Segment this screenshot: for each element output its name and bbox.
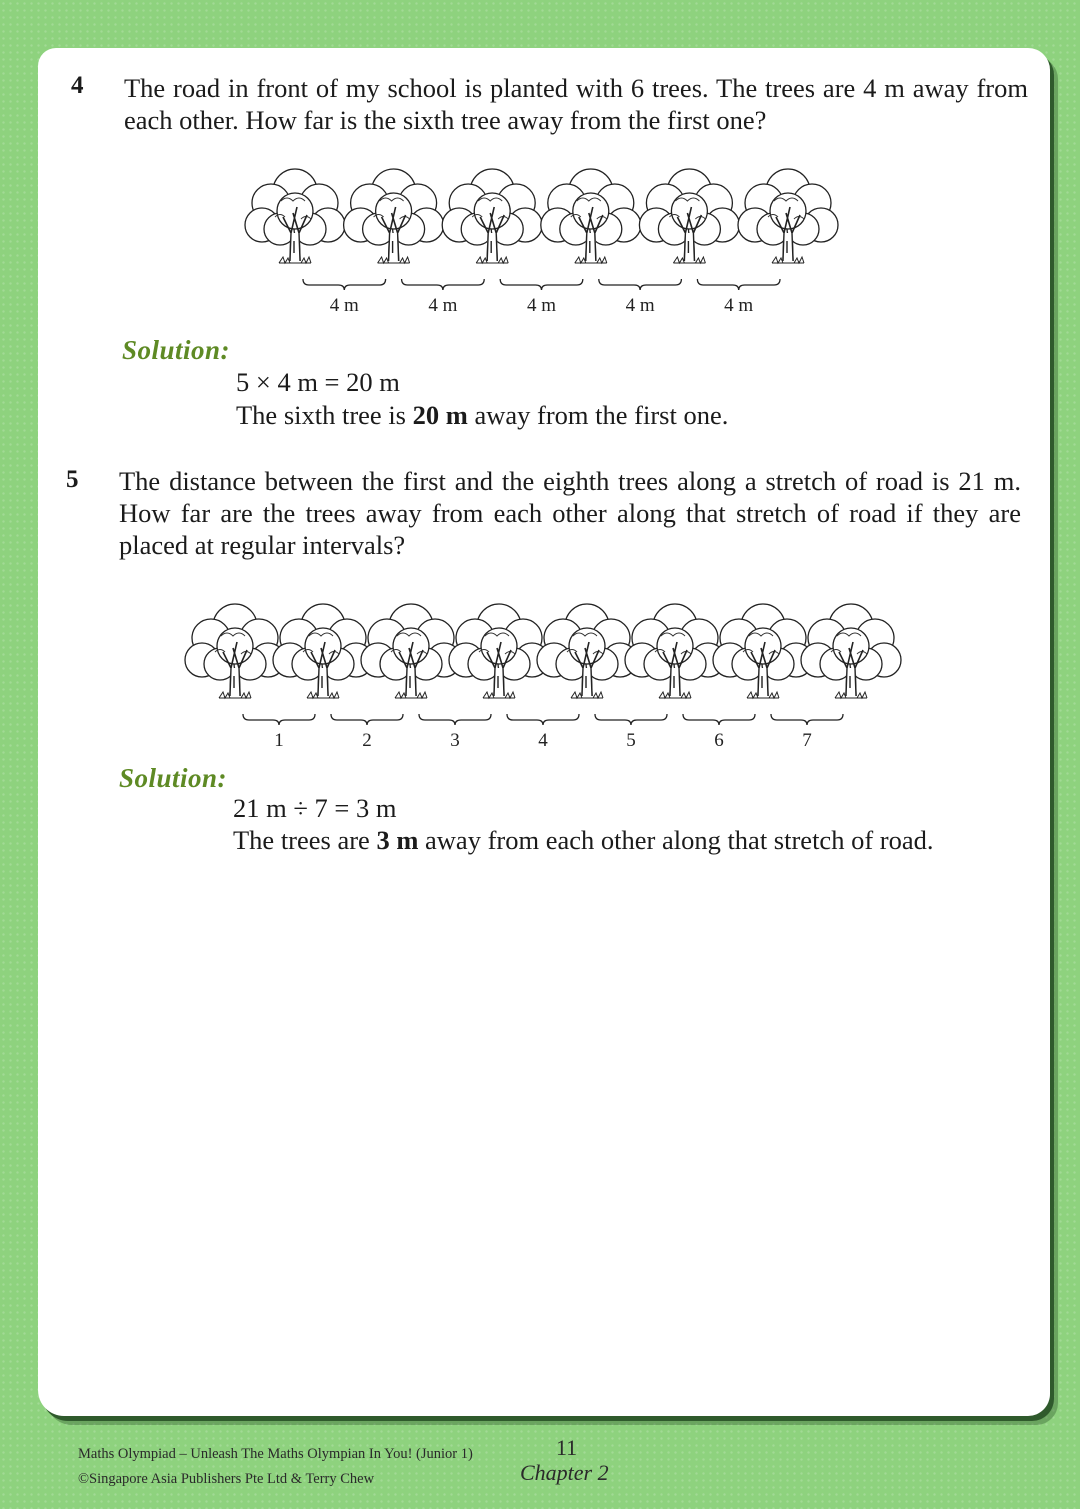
answer-value: 3 m [376,825,419,855]
tree-icon [344,169,444,263]
answer-text: away from the first one. [467,400,729,430]
tree-icon [713,604,813,698]
gap-brace [771,714,843,725]
tree-icon [625,604,725,698]
gap-brace [243,714,315,725]
tree-icon [185,604,285,698]
page-number: 11 [556,1435,578,1460]
gap-label: 2 [362,730,372,751]
gap-brace [697,279,780,290]
gap-brace [500,279,583,290]
answer-value: 20 m [412,400,468,430]
problem-4-solution-heading: Solution: [122,335,231,365]
tree-icon [273,604,373,698]
problem-5-solution-heading: Solution: [119,763,228,793]
chapter-label: Chapter 2 [520,1460,609,1485]
problem-5-working: 21 m ÷ 7 = 3 m [233,793,397,823]
gap-label: 4 [538,730,548,751]
tree-icon [541,169,641,263]
answer-text: The sixth tree is [236,400,413,430]
problem-5-answer [233,824,933,856]
gap-label: 5 [626,730,636,751]
gap-brace [683,714,755,725]
problem-4-answer [236,399,728,431]
gap-label: 4 m [428,295,458,316]
gap-brace [303,279,386,290]
gap-label: 6 [714,730,724,751]
gap-label: 7 [802,730,812,751]
gap-brace [599,279,682,290]
problem-5-question: The distance between the first and the eighth trees along a stretch of road is 21 m. How far are the trees away from each other along that stretch of road if they are placed at regular intervals? [119,466,1021,560]
problem-5-tree-diagram [180,570,900,750]
gap-brace [331,714,403,725]
gap-label: 4 m [329,295,359,316]
tree-icon [801,604,901,698]
gap-brace [419,714,491,725]
gap-label: 4 m [724,295,754,316]
problem-4-working: 5 × 4 m = 20 m [236,367,400,397]
answer-text: away from each other along that stretch of road. [418,825,934,855]
gap-label: 3 [450,730,460,751]
footer-book-title: Maths Olympiad – Unleash The Maths Olympian In You! (Junior 1) [78,1446,473,1462]
tree-icon [738,169,838,263]
tree-icon [361,604,461,698]
footer-copyright: ©Singapore Asia Publishers Pte Ltd & Terry Chew [78,1471,375,1487]
tree-icon [639,169,739,263]
problem-4-question: The road in front of my school is planted with 6 trees. The trees are 4 m away from each other. How far is the sixth tree away from the first one? [124,73,1028,135]
gap-brace [507,714,579,725]
problem-4-tree-diagram [240,135,860,325]
problem-5-number: 5 [66,466,79,493]
tree-icon [537,604,637,698]
gap-label: 1 [274,730,284,751]
problem-4-number: 4 [71,72,84,99]
tree-icon [449,604,549,698]
tree-icon [442,169,542,263]
gap-label: 4 m [526,295,557,316]
gap-brace [595,714,667,725]
tree-icon [245,169,345,263]
gap-brace [402,279,485,290]
answer-text: The trees are [233,825,377,855]
gap-label: 4 m [625,295,655,316]
